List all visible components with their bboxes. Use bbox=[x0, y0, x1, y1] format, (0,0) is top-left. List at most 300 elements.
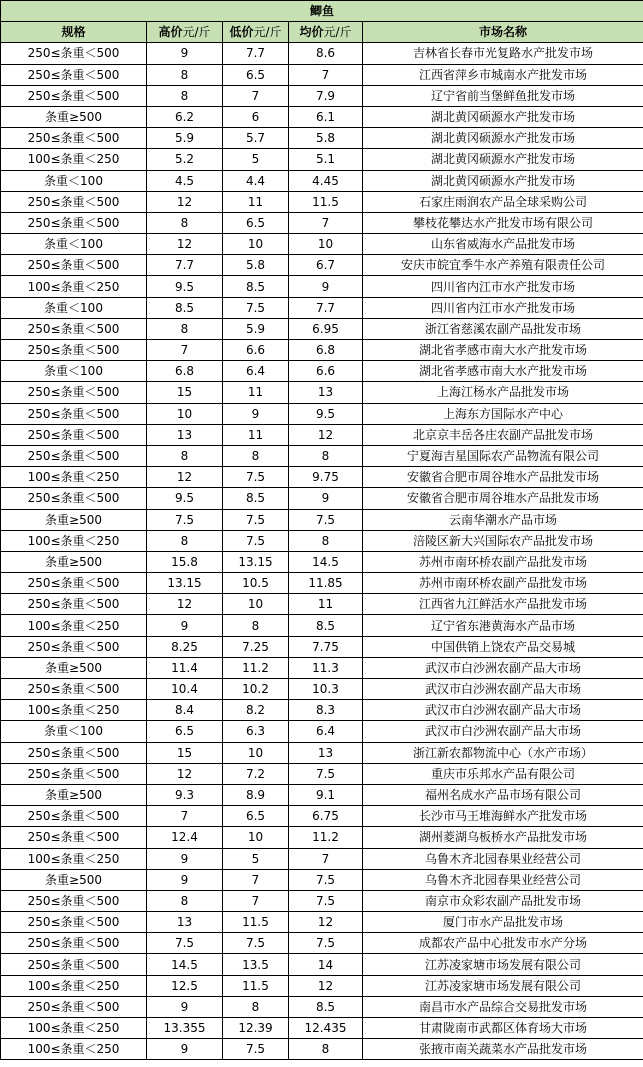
market-name-cell: 安徽省合肥市周谷堆水产品批发市场 bbox=[363, 488, 643, 509]
spec-cell: 250≤条重＜500 bbox=[1, 255, 147, 276]
high-price-cell: 5.2 bbox=[147, 149, 223, 170]
low-price-cell: 11.2 bbox=[223, 657, 289, 678]
table-row bbox=[1, 657, 643, 678]
market-name-cell: 湖北黄冈硕源水产批发市场 bbox=[363, 170, 643, 191]
spec-cell: 条重≥500 bbox=[1, 551, 147, 572]
avg-price-cell: 6.6 bbox=[289, 361, 363, 382]
high-price-cell: 9 bbox=[147, 43, 223, 64]
table-row bbox=[1, 806, 643, 827]
avg-price-cell: 6.4 bbox=[289, 721, 363, 742]
high-price-cell: 9 bbox=[147, 615, 223, 636]
high-price-cell: 8 bbox=[147, 212, 223, 233]
market-name-cell: 南京市众彩农副产品批发市场 bbox=[363, 890, 643, 911]
avg-price-cell: 9 bbox=[289, 488, 363, 509]
low-price-cell: 8 bbox=[223, 445, 289, 466]
spec-cell: 250≤条重＜500 bbox=[1, 488, 147, 509]
high-price-cell: 13.355 bbox=[147, 1018, 223, 1039]
high-price-cell: 13 bbox=[147, 912, 223, 933]
high-price-cell: 9.5 bbox=[147, 276, 223, 297]
high-price-cell: 10.4 bbox=[147, 679, 223, 700]
table-row bbox=[1, 340, 643, 361]
table-row bbox=[1, 128, 643, 149]
header-high-unit: 元/斤 bbox=[182, 25, 211, 40]
high-price-cell: 14.5 bbox=[147, 954, 223, 975]
high-price-cell: 8 bbox=[147, 530, 223, 551]
table-row bbox=[1, 106, 643, 127]
market-name-cell: 湖北省孝感市南大水产批发市场 bbox=[363, 361, 643, 382]
high-price-cell: 9 bbox=[147, 1039, 223, 1060]
high-price-cell: 6.2 bbox=[147, 106, 223, 127]
market-name-cell: 浙江新农都物流中心（水产市场） bbox=[363, 742, 643, 763]
low-price-cell: 7 bbox=[223, 869, 289, 890]
high-price-cell: 7 bbox=[147, 340, 223, 361]
spec-cell: 250≤条重＜500 bbox=[1, 318, 147, 339]
low-price-cell: 8.9 bbox=[223, 784, 289, 805]
table-title: 鲫鱼 bbox=[1, 1, 643, 22]
market-name-cell: 乌鲁木齐北园春果业经营公司 bbox=[363, 848, 643, 869]
spec-cell: 条重≥500 bbox=[1, 509, 147, 530]
market-name-cell: 江苏凌家塘市场发展有限公司 bbox=[363, 975, 643, 996]
high-price-cell: 9 bbox=[147, 869, 223, 890]
high-price-cell: 8 bbox=[147, 445, 223, 466]
avg-price-cell: 9.1 bbox=[289, 784, 363, 805]
avg-price-cell: 7.7 bbox=[289, 297, 363, 318]
market-name-cell: 甘肃陇南市武都区体育场大市场 bbox=[363, 1018, 643, 1039]
avg-price-cell: 13 bbox=[289, 382, 363, 403]
market-name-cell: 四川省内江市水产批发市场 bbox=[363, 297, 643, 318]
market-name-cell: 张掖市南关蔬菜水产品批发市场 bbox=[363, 1039, 643, 1060]
avg-price-cell: 7.5 bbox=[289, 933, 363, 954]
market-name-cell: 苏州市南环桥农副产品批发市场 bbox=[363, 551, 643, 572]
spec-cell: 250≤条重＜500 bbox=[1, 806, 147, 827]
avg-price-cell: 7.5 bbox=[289, 890, 363, 911]
avg-price-cell: 8.5 bbox=[289, 615, 363, 636]
market-name-cell: 四川省内江市水产批发市场 bbox=[363, 276, 643, 297]
low-price-cell: 6 bbox=[223, 106, 289, 127]
table-body bbox=[1, 43, 643, 1060]
table-row bbox=[1, 488, 643, 509]
table-row bbox=[1, 615, 643, 636]
spec-cell: 250≤条重＜500 bbox=[1, 933, 147, 954]
market-name-cell: 安徽省合肥市周谷堆水产品批发市场 bbox=[363, 467, 643, 488]
avg-price-cell: 10.3 bbox=[289, 679, 363, 700]
low-price-cell: 11.5 bbox=[223, 912, 289, 933]
low-price-cell: 6.3 bbox=[223, 721, 289, 742]
low-price-cell: 5 bbox=[223, 848, 289, 869]
spec-cell: 100≤条重＜250 bbox=[1, 1018, 147, 1039]
spec-cell: 250≤条重＜500 bbox=[1, 636, 147, 657]
table-row bbox=[1, 170, 643, 191]
table-row bbox=[1, 318, 643, 339]
market-name-cell: 辽宁省东港黄海水产品市场 bbox=[363, 615, 643, 636]
spec-cell: 250≤条重＜500 bbox=[1, 573, 147, 594]
spec-cell: 100≤条重＜250 bbox=[1, 848, 147, 869]
table-row bbox=[1, 255, 643, 276]
avg-price-cell: 13 bbox=[289, 742, 363, 763]
market-name-cell: 上海江杨水产品批发市场 bbox=[363, 382, 643, 403]
high-price-cell: 13 bbox=[147, 424, 223, 445]
high-price-cell: 9 bbox=[147, 848, 223, 869]
market-name-cell: 湖北黄冈硕源水产批发市场 bbox=[363, 149, 643, 170]
low-price-cell: 5.7 bbox=[223, 128, 289, 149]
table-row bbox=[1, 149, 643, 170]
market-name-cell: 湖北黄冈硕源水产批发市场 bbox=[363, 106, 643, 127]
spec-cell: 250≤条重＜500 bbox=[1, 403, 147, 424]
high-price-cell: 12 bbox=[147, 234, 223, 255]
low-price-cell: 7.5 bbox=[223, 297, 289, 318]
spec-cell: 条重≥500 bbox=[1, 784, 147, 805]
spec-cell: 100≤条重＜250 bbox=[1, 276, 147, 297]
high-price-cell: 7.5 bbox=[147, 933, 223, 954]
market-name-cell: 福州名成水产品市场有限公司 bbox=[363, 784, 643, 805]
spec-cell: 250≤条重＜500 bbox=[1, 763, 147, 784]
low-price-cell: 11 bbox=[223, 191, 289, 212]
spec-cell: 250≤条重＜500 bbox=[1, 424, 147, 445]
market-name-cell: 石家庄雨润农产品全球采购公司 bbox=[363, 191, 643, 212]
low-price-cell: 4.4 bbox=[223, 170, 289, 191]
table-row bbox=[1, 530, 643, 551]
table-row bbox=[1, 276, 643, 297]
low-price-cell: 8 bbox=[223, 996, 289, 1017]
avg-price-cell: 14.5 bbox=[289, 551, 363, 572]
table-row bbox=[1, 85, 643, 106]
spec-cell: 250≤条重＜500 bbox=[1, 128, 147, 149]
spec-cell: 100≤条重＜250 bbox=[1, 467, 147, 488]
table-row bbox=[1, 848, 643, 869]
table-row bbox=[1, 912, 643, 933]
low-price-cell: 7.5 bbox=[223, 530, 289, 551]
low-price-cell: 10 bbox=[223, 827, 289, 848]
low-price-cell: 13.15 bbox=[223, 551, 289, 572]
low-price-cell: 6.5 bbox=[223, 806, 289, 827]
spec-cell: 250≤条重＜500 bbox=[1, 954, 147, 975]
header-low bbox=[223, 22, 289, 43]
market-name-cell: 江西省萍乡市城南水产批发市场 bbox=[363, 64, 643, 85]
high-price-cell: 12 bbox=[147, 467, 223, 488]
low-price-cell: 10 bbox=[223, 742, 289, 763]
header-high bbox=[147, 22, 223, 43]
low-price-cell: 7.25 bbox=[223, 636, 289, 657]
market-name-cell: 厦门市水产品批发市场 bbox=[363, 912, 643, 933]
spec-cell: 250≤条重＜500 bbox=[1, 340, 147, 361]
low-price-cell: 8.5 bbox=[223, 488, 289, 509]
table-row bbox=[1, 827, 643, 848]
avg-price-cell: 7 bbox=[289, 212, 363, 233]
avg-price-cell: 6.7 bbox=[289, 255, 363, 276]
spec-cell: 100≤条重＜250 bbox=[1, 615, 147, 636]
avg-price-cell: 7.5 bbox=[289, 509, 363, 530]
spec-cell: 250≤条重＜500 bbox=[1, 827, 147, 848]
low-price-cell: 5.9 bbox=[223, 318, 289, 339]
high-price-cell: 8.4 bbox=[147, 700, 223, 721]
avg-price-cell: 6.8 bbox=[289, 340, 363, 361]
spec-cell: 250≤条重＜500 bbox=[1, 191, 147, 212]
table-row bbox=[1, 890, 643, 911]
table-row bbox=[1, 551, 643, 572]
market-name-cell: 湖州菱湖乌板桥水产品批发市场 bbox=[363, 827, 643, 848]
avg-price-cell: 8.3 bbox=[289, 700, 363, 721]
low-price-cell: 7.2 bbox=[223, 763, 289, 784]
high-price-cell: 15 bbox=[147, 382, 223, 403]
header-spec: 规格 bbox=[1, 22, 147, 43]
table-row bbox=[1, 721, 643, 742]
avg-price-cell: 12 bbox=[289, 424, 363, 445]
header-row bbox=[1, 22, 643, 43]
spec-cell: 条重＜100 bbox=[1, 297, 147, 318]
table-row bbox=[1, 869, 643, 890]
table-row bbox=[1, 509, 643, 530]
high-price-cell: 13.15 bbox=[147, 573, 223, 594]
header-high-label: 高价 bbox=[158, 25, 183, 40]
high-price-cell: 8.5 bbox=[147, 297, 223, 318]
avg-price-cell: 11 bbox=[289, 594, 363, 615]
low-price-cell: 7.5 bbox=[223, 467, 289, 488]
market-name-cell: 湖北省孝感市南大水产批发市场 bbox=[363, 340, 643, 361]
high-price-cell: 6.8 bbox=[147, 361, 223, 382]
low-price-cell: 10 bbox=[223, 234, 289, 255]
header-low-label: 低价 bbox=[229, 25, 254, 40]
spec-cell: 250≤条重＜500 bbox=[1, 43, 147, 64]
market-name-cell: 云南华潮水产品市场 bbox=[363, 509, 643, 530]
market-name-cell: 江西省九江鲜活水产品批发市场 bbox=[363, 594, 643, 615]
avg-price-cell: 5.1 bbox=[289, 149, 363, 170]
market-name-cell: 辽宁省前当堡鲜鱼批发市场 bbox=[363, 85, 643, 106]
high-price-cell: 7 bbox=[147, 806, 223, 827]
market-name-cell: 山东省威海水产品批发市场 bbox=[363, 234, 643, 255]
high-price-cell: 9 bbox=[147, 996, 223, 1017]
table-row bbox=[1, 933, 643, 954]
low-price-cell: 8 bbox=[223, 615, 289, 636]
high-price-cell: 9.3 bbox=[147, 784, 223, 805]
table-row bbox=[1, 445, 643, 466]
table-row bbox=[1, 1039, 643, 1060]
table-row bbox=[1, 763, 643, 784]
low-price-cell: 8.2 bbox=[223, 700, 289, 721]
table-row bbox=[1, 742, 643, 763]
table-row bbox=[1, 636, 643, 657]
avg-price-cell: 9 bbox=[289, 276, 363, 297]
avg-price-cell: 7 bbox=[289, 64, 363, 85]
table-row bbox=[1, 403, 643, 424]
avg-price-cell: 8 bbox=[289, 530, 363, 551]
avg-price-cell: 11.5 bbox=[289, 191, 363, 212]
avg-price-cell: 12.435 bbox=[289, 1018, 363, 1039]
low-price-cell: 6.4 bbox=[223, 361, 289, 382]
low-price-cell: 7.5 bbox=[223, 1039, 289, 1060]
table-row bbox=[1, 191, 643, 212]
spec-cell: 250≤条重＜500 bbox=[1, 996, 147, 1017]
spec-cell: 100≤条重＜250 bbox=[1, 975, 147, 996]
high-price-cell: 15.8 bbox=[147, 551, 223, 572]
avg-price-cell: 6.75 bbox=[289, 806, 363, 827]
avg-price-cell: 7.9 bbox=[289, 85, 363, 106]
spec-cell: 250≤条重＜500 bbox=[1, 212, 147, 233]
high-price-cell: 9.5 bbox=[147, 488, 223, 509]
avg-price-cell: 5.8 bbox=[289, 128, 363, 149]
table-row bbox=[1, 594, 643, 615]
low-price-cell: 7.5 bbox=[223, 509, 289, 530]
high-price-cell: 5.9 bbox=[147, 128, 223, 149]
spec-cell: 条重≥500 bbox=[1, 869, 147, 890]
spec-cell: 条重＜100 bbox=[1, 721, 147, 742]
market-name-cell: 吉林省长春市光复路水产批发市场 bbox=[363, 43, 643, 64]
high-price-cell: 12 bbox=[147, 763, 223, 784]
low-price-cell: 10 bbox=[223, 594, 289, 615]
avg-price-cell: 9.75 bbox=[289, 467, 363, 488]
market-name-cell: 上海东方国际水产中心 bbox=[363, 403, 643, 424]
avg-price-cell: 7.5 bbox=[289, 763, 363, 784]
header-avg-unit: 元/斤 bbox=[323, 25, 352, 40]
high-price-cell: 8 bbox=[147, 85, 223, 106]
avg-price-cell: 6.1 bbox=[289, 106, 363, 127]
header-avg bbox=[289, 22, 363, 43]
header-avg-label: 均价 bbox=[299, 25, 324, 40]
spec-cell: 条重＜100 bbox=[1, 170, 147, 191]
table-row bbox=[1, 297, 643, 318]
spec-cell: 100≤条重＜250 bbox=[1, 700, 147, 721]
low-price-cell: 7.5 bbox=[223, 933, 289, 954]
market-name-cell: 北京京丰岳各庄农副产品批发市场 bbox=[363, 424, 643, 445]
market-name-cell: 安庆市皖宜季牛水产养殖有限责任公司 bbox=[363, 255, 643, 276]
avg-price-cell: 12 bbox=[289, 975, 363, 996]
avg-price-cell: 12 bbox=[289, 912, 363, 933]
low-price-cell: 10.2 bbox=[223, 679, 289, 700]
table-row bbox=[1, 573, 643, 594]
low-price-cell: 11.5 bbox=[223, 975, 289, 996]
avg-price-cell: 11.85 bbox=[289, 573, 363, 594]
spec-cell: 100≤条重＜250 bbox=[1, 149, 147, 170]
avg-price-cell: 8.5 bbox=[289, 996, 363, 1017]
spec-cell: 250≤条重＜500 bbox=[1, 64, 147, 85]
spec-cell: 250≤条重＜500 bbox=[1, 742, 147, 763]
low-price-cell: 11 bbox=[223, 382, 289, 403]
market-name-cell: 武汉市白沙洲农副产品大市场 bbox=[363, 700, 643, 721]
high-price-cell: 6.5 bbox=[147, 721, 223, 742]
table-row bbox=[1, 1018, 643, 1039]
market-name-cell: 宁夏海吉星国际农产品物流有限公司 bbox=[363, 445, 643, 466]
avg-price-cell: 8 bbox=[289, 1039, 363, 1060]
table-row bbox=[1, 212, 643, 233]
market-name-cell: 南昌市水产品综合交易批发市场 bbox=[363, 996, 643, 1017]
market-name-cell: 浙江省慈溪农副产品批发市场 bbox=[363, 318, 643, 339]
avg-price-cell: 8 bbox=[289, 445, 363, 466]
market-name-cell: 武汉市白沙洲农副产品大市场 bbox=[363, 721, 643, 742]
spec-cell: 条重≥500 bbox=[1, 106, 147, 127]
market-name-cell: 中国供销上饶农产品交易城 bbox=[363, 636, 643, 657]
spec-cell: 条重＜100 bbox=[1, 361, 147, 382]
spec-cell: 250≤条重＜500 bbox=[1, 912, 147, 933]
low-price-cell: 5 bbox=[223, 149, 289, 170]
table-row bbox=[1, 975, 643, 996]
avg-price-cell: 7.5 bbox=[289, 869, 363, 890]
market-name-cell: 江苏凌家塘市场发展有限公司 bbox=[363, 954, 643, 975]
low-price-cell: 9 bbox=[223, 403, 289, 424]
low-price-cell: 8.5 bbox=[223, 276, 289, 297]
table-row bbox=[1, 784, 643, 805]
avg-price-cell: 10 bbox=[289, 234, 363, 255]
low-price-cell: 6.5 bbox=[223, 64, 289, 85]
table-row bbox=[1, 996, 643, 1017]
low-price-cell: 7 bbox=[223, 85, 289, 106]
avg-price-cell: 6.95 bbox=[289, 318, 363, 339]
market-name-cell: 武汉市白沙洲农副产品大市场 bbox=[363, 657, 643, 678]
table-row bbox=[1, 467, 643, 488]
low-price-cell: 6.6 bbox=[223, 340, 289, 361]
high-price-cell: 8 bbox=[147, 890, 223, 911]
spec-cell: 250≤条重＜500 bbox=[1, 679, 147, 700]
high-price-cell: 8 bbox=[147, 64, 223, 85]
high-price-cell: 8.25 bbox=[147, 636, 223, 657]
table-row bbox=[1, 424, 643, 445]
high-price-cell: 11.4 bbox=[147, 657, 223, 678]
market-name-cell: 成都农产品中心批发市水产分场 bbox=[363, 933, 643, 954]
spec-cell: 条重≥500 bbox=[1, 657, 147, 678]
high-price-cell: 7.7 bbox=[147, 255, 223, 276]
spec-cell: 250≤条重＜500 bbox=[1, 890, 147, 911]
header-market: 市场名称 bbox=[363, 22, 643, 43]
low-price-cell: 11 bbox=[223, 424, 289, 445]
market-name-cell: 苏州市南环桥农副产品批发市场 bbox=[363, 573, 643, 594]
avg-price-cell: 14 bbox=[289, 954, 363, 975]
low-price-cell: 10.5 bbox=[223, 573, 289, 594]
low-price-cell: 5.8 bbox=[223, 255, 289, 276]
market-name-cell: 武汉市白沙洲农副产品大市场 bbox=[363, 679, 643, 700]
avg-price-cell: 7 bbox=[289, 848, 363, 869]
spec-cell: 250≤条重＜500 bbox=[1, 594, 147, 615]
table-row bbox=[1, 382, 643, 403]
market-name-cell: 攀枝花攀达水产批发市场有限公司 bbox=[363, 212, 643, 233]
high-price-cell: 12 bbox=[147, 191, 223, 212]
avg-price-cell: 4.45 bbox=[289, 170, 363, 191]
avg-price-cell: 9.5 bbox=[289, 403, 363, 424]
high-price-cell: 12.5 bbox=[147, 975, 223, 996]
title-row bbox=[1, 1, 643, 22]
spec-cell: 250≤条重＜500 bbox=[1, 445, 147, 466]
market-name-cell: 涪陵区新大兴国际农产品批发市场 bbox=[363, 530, 643, 551]
low-price-cell: 12.39 bbox=[223, 1018, 289, 1039]
spec-cell: 100≤条重＜250 bbox=[1, 530, 147, 551]
table-row bbox=[1, 954, 643, 975]
table-row bbox=[1, 700, 643, 721]
low-price-cell: 13.5 bbox=[223, 954, 289, 975]
table-row bbox=[1, 234, 643, 255]
spec-cell: 250≤条重＜500 bbox=[1, 382, 147, 403]
table-row bbox=[1, 679, 643, 700]
spec-cell: 100≤条重＜250 bbox=[1, 1039, 147, 1060]
avg-price-cell: 8.6 bbox=[289, 43, 363, 64]
table-row bbox=[1, 361, 643, 382]
spec-cell: 条重＜100 bbox=[1, 234, 147, 255]
high-price-cell: 15 bbox=[147, 742, 223, 763]
high-price-cell: 12.4 bbox=[147, 827, 223, 848]
high-price-cell: 7.5 bbox=[147, 509, 223, 530]
market-name-cell: 长沙市马王堆海鲜水产批发市场 bbox=[363, 806, 643, 827]
spec-cell: 250≤条重＜500 bbox=[1, 85, 147, 106]
high-price-cell: 8 bbox=[147, 318, 223, 339]
market-name-cell: 湖北黄冈硕源水产批发市场 bbox=[363, 128, 643, 149]
market-name-cell: 乌鲁木齐北园春果业经营公司 bbox=[363, 869, 643, 890]
table-row bbox=[1, 64, 643, 85]
low-price-cell: 7.7 bbox=[223, 43, 289, 64]
header-low-unit: 元/斤 bbox=[253, 25, 282, 40]
high-price-cell: 10 bbox=[147, 403, 223, 424]
low-price-cell: 6.5 bbox=[223, 212, 289, 233]
high-price-cell: 4.5 bbox=[147, 170, 223, 191]
market-name-cell: 重庆市乐邦水产品有限公司 bbox=[363, 763, 643, 784]
low-price-cell: 7 bbox=[223, 890, 289, 911]
high-price-cell: 12 bbox=[147, 594, 223, 615]
avg-price-cell: 7.75 bbox=[289, 636, 363, 657]
